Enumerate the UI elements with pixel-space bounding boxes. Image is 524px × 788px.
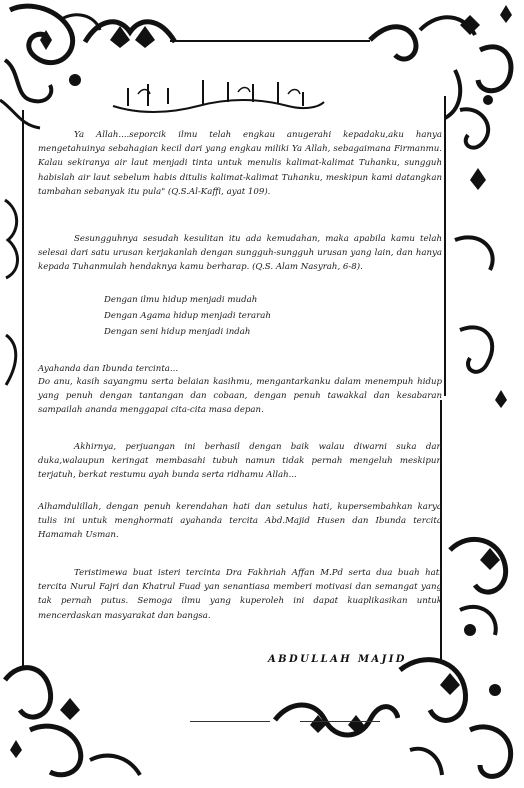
paragraph-5: Alhamdulillah, dengan penuh kerendahan hati dan setulus hati, kupersembahkan karya tulis ini untuk menghormati ayahanda tercita Abd.Majid Husen dan Ibunda tercita Hamamah Usman. [38,502,442,541]
bottom-right-ornament-icon [380,650,524,788]
divider [190,721,270,722]
right-floral-ornament-icon [440,530,524,650]
paragraph-1: Ya Allah....seporcik ilmu telah engkau anugerahi kepadaku,aku hanya mengetahuinya sebahagian kecil dari yang engkau miliki Ya Allah, sebagaimana Firmanmu. Kalau sekiranya air laut menjadi tinta untuk menulis kalimat-kalimat Tuhanku, sungguh habislah air laut sebelum habis ditulis kalimat-kalimat Tuhanku, meskipun kami datangkan tambahan sebanyak itu pula" (Q.S.Al-Kaffi, ayat 109). [38,130,442,197]
signature-name: ABDULLAH MAJID [268,654,407,665]
bottom-left-ornament-icon [0,640,150,788]
paragraph-2: Sesungguhnya sesudah kesulitan itu ada kemudahan, maka apabila kamu telah selesai dari satu urusan kerjakanlah dengan sungguh-sungguh urusan yang lain, dan hanya kepada Tuhanmulah hendaknya kamu berharap. (Q.S. Alam Nasyrah, 6-8). [38,234,442,273]
poem-line: Dengan seni hidup menjadi indah [104,327,251,337]
greeting: Ayahanda dan Ibunda tercinta... [38,364,179,374]
paragraph-3: Do anu, kasih sayangmu serta belaian kasihmu, mengantarkanku dalam menempuh hidup yang penuh dengan tantangan dan cobaan, dengan penuh tawakkal dan kesabaran sampailah ananda menggapai cita-cita masa depan. [38,377,442,416]
poem-line: Dengan Agama hidup menjadi terarah [104,311,271,321]
poem-line: Dengan ilmu hidup menjadi mudah [104,295,258,305]
paragraph-4: Akhirnya, perjuangan ini berhasil dengan baik walau diwarni suka dan duka,walaupun keringat membasahi tubuh namun tidak pernah mengeluh meskipun terjatuh, berkat restumu ayah bunda serta ridhamu Allah... [38,442,442,481]
divider [300,721,380,722]
right-side-ornament-icon [440,100,524,420]
left-side-ornament-lower-icon [0,330,30,390]
poem-block [104,292,404,340]
bismillah-calligraphy-icon [108,76,328,120]
frame-top-line [170,40,370,42]
paragraph-6: Teristimewa buat isteri tercinta Dra Fakhriah Affan M.Pd serta dua buah hati tercita Nurul Fajri dan Khatrul Fuad yan senantiasa memberi motivasi dan semangat yang tak pernah putus. Semoga ilmu yang kuperoleh ini dapat kuaplikasikan untuk mencerdaskan masyarakat dan bangsa. [38,568,442,621]
top-center-ornament-icon [80,12,180,52]
left-side-ornament-icon [0,190,30,280]
